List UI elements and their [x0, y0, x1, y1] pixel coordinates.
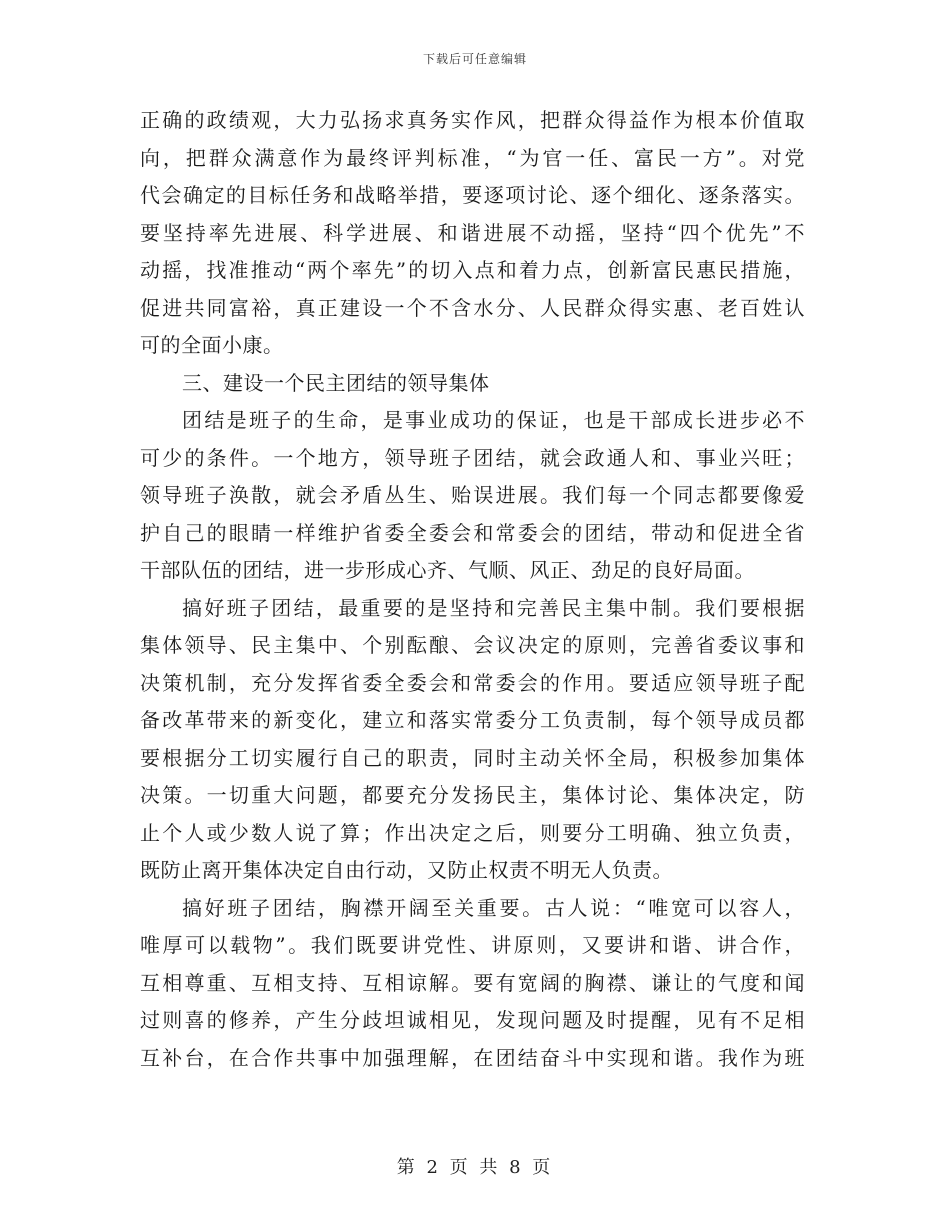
text-line: 可少的条件。一个地方，领导班子团结，就会政通人和、事业兴旺； — [140, 445, 805, 470]
text-line: 领导班子涣散，就会矛盾丛生、贻误进展。我们每一个同志都要像爱 — [140, 483, 805, 507]
text-line: 向，把群众满意作为最终评判标准，“为官一任、富民一方”。对党 — [140, 145, 805, 170]
text-line: 决策机制，充分发挥省委全委会和常委会的作用。要适应领导班子配 — [140, 670, 805, 695]
text-line: 代会确定的目标任务和战略举措，要逐项讨论、逐个细化、逐条落实。 — [140, 183, 805, 207]
paragraph-first-line: 团结是班子的生命，是事业成功的保证，也是干部成长进步必不 — [182, 408, 805, 432]
text-line: 护自己的眼睛一样维护省委全委会和常委会的团结，带动和促进全省 — [140, 520, 805, 545]
text-line: 干部队伍的团结，进一步形成心齐、气顺、风正、劲足的良好局面。 — [140, 558, 755, 582]
body-text — [140, 102, 805, 1077]
text-line: 要根据分工切实履行自己的职责，同时主动关怀全局，积极参加集体 — [140, 745, 805, 770]
paragraph-first-line: 搞好班子团结，最重要的是坚持和完善民主集中制。我们要根据 — [182, 595, 805, 620]
text-line: 止个人或少数人说了算；作出决定之后，则要分工明确、独立负责， — [140, 820, 805, 845]
paragraph-first-line: 搞好班子团结，胸襟开阔至关重要。古人说：“唯宽可以容人， — [182, 895, 805, 920]
text-line: 互补台，在合作共事中加强理解，在团结奋斗中实现和谐。我作为班 — [140, 1045, 805, 1070]
text-line: 正确的政绩观，大力弘扬求真务实作风，把群众得益作为根本价值取 — [140, 108, 805, 132]
paragraph-first-line: 三、建设一个民主团结的领导集体 — [182, 370, 490, 395]
text-line: 可的全面小康。 — [140, 333, 284, 357]
text-line: 动摇，找准推动“两个率先”的切入点和着力点，创新富民惠民措施， — [140, 258, 805, 282]
text-line: 决策。一切重大问题，都要充分发扬民主，集体讨论、集体决定，防 — [140, 783, 805, 807]
header-note: 下载后可任意编辑 — [422, 52, 527, 66]
text-line: 要坚持率先进展、科学进展、和谐进展不动摇，坚持“四个优先”不 — [140, 220, 805, 245]
text-line: 集体领导、民主集中、个别酝酿、会议决定的原则，完善省委议事和 — [140, 633, 805, 657]
text-line: 促进共同富裕，真正建设一个不含水分、人民群众得实惠、老百姓认 — [140, 295, 805, 320]
text-line: 唯厚可以载物”。我们既要讲党性、讲原则，又要讲和谐、讲合作， — [140, 933, 805, 957]
text-line: 过则喜的修养，产生分歧坦诚相见，发现问题及时提醒，见有不足相 — [140, 1008, 805, 1032]
text-line: 互相尊重、互相支持、互相谅解。要有宽阔的胸襟、谦让的气度和闻 — [140, 970, 805, 995]
text-line: 备改革带来的新变化，建立和落实常委分工负责制，每个领导成员都 — [140, 708, 805, 732]
page-number-footer: 第 2 页 共 8 页 — [396, 1157, 554, 1178]
text-line: 既防止离开集体决定自由行动，又防止权责不明无人负责。 — [140, 858, 673, 882]
